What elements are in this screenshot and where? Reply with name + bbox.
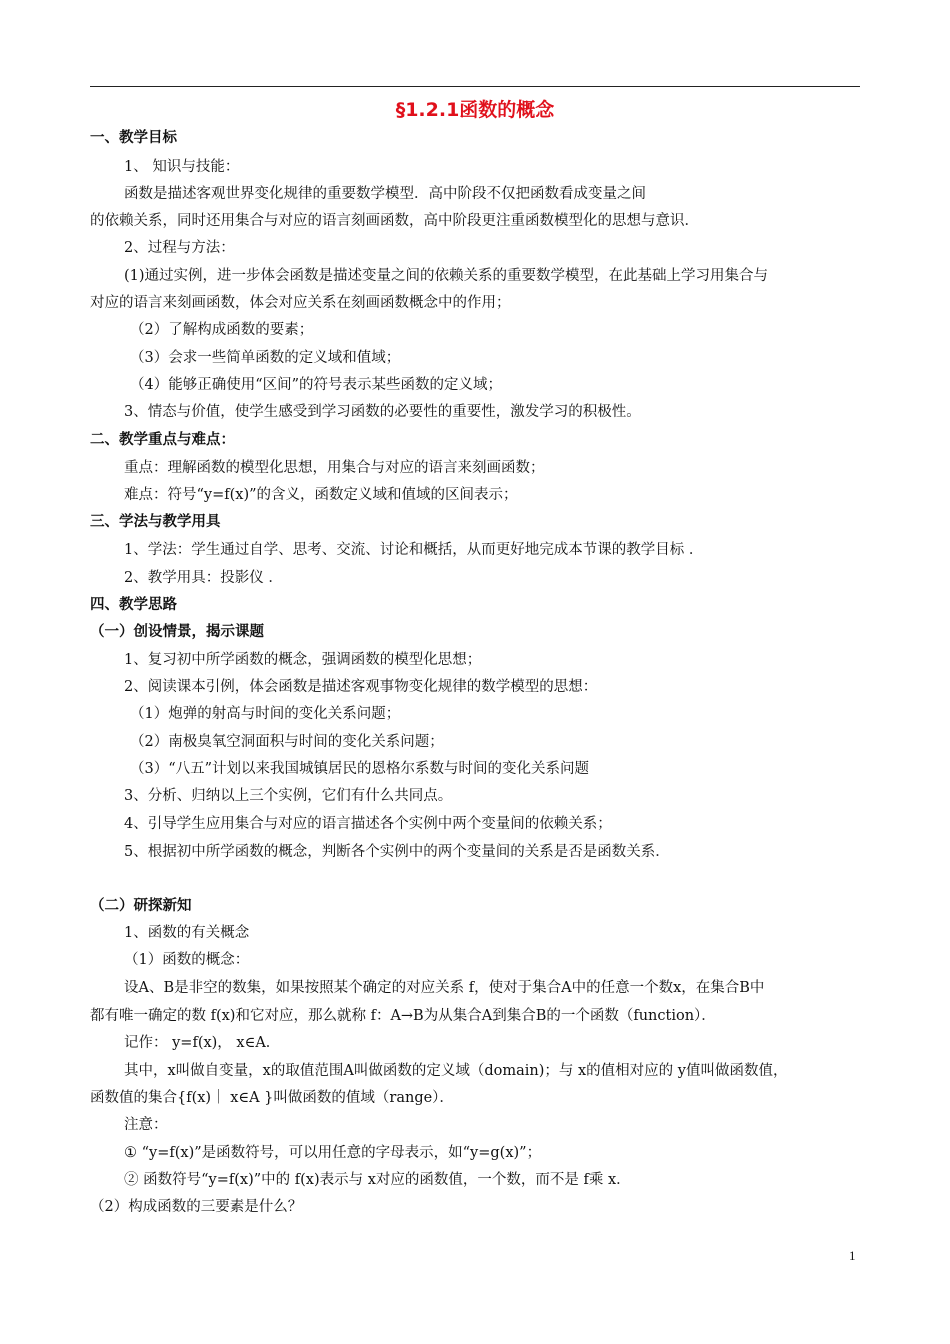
paragraph: 重点：理解函数的模型化思想，用集合与对应的语言来刻画函数； [124, 460, 545, 476]
paragraph: 设A、B是非空的数集，如果按照某个确定的对应关系 f，使对于集合A中的任意一个数x，在集合B中 [124, 980, 765, 996]
paragraph: （2）构成函数的三要素是什么？ [90, 1199, 303, 1215]
paragraph: （3）“八五”计划以来我国城镇居民的恩格尔系数与时间的变化关系问题 [130, 761, 590, 777]
paragraph: 1、函数的有关概念 [124, 925, 250, 941]
paragraph: 2、教学用具：投影仪 ． [124, 570, 283, 586]
paragraph: 3、情态与价值，使学生感受到学习函数的必要性的重要性，激发学习的积极性。 [124, 404, 641, 420]
paragraph: 5、根据初中所学函数的概念，判断各个实例中的两个变量间的关系是否是函数关系． [124, 844, 670, 860]
section-heading: 四、教学思路 [90, 597, 177, 613]
paragraph: 2、过程与方法： [124, 240, 235, 256]
paragraph: 1、学法：学生通过自学、思考、交流、讨论和概括，从而更好地完成本节课的教学目标 ． [124, 542, 704, 558]
paragraph: 1、复习初中所学函数的概念，强调函数的模型化思想； [124, 652, 482, 668]
paragraph: 其中，x叫做自变量，x的取值范围A叫做函数的定义域（domain)；与 x的值相对应的 y值叫做函数值， [124, 1063, 788, 1079]
paragraph: 记作： y=f(x)， x∈A． [124, 1035, 281, 1051]
section-heading: 三、学法与教学用具 [90, 514, 221, 530]
subsection-heading: （二）研探新知 [90, 898, 192, 914]
paragraph: （1）炮弹的射高与时间的变化关系问题； [130, 706, 401, 722]
paragraph: 难点：符号“y=f(x)”的含义，函数定义域和值域的区间表示； [124, 487, 518, 503]
paragraph: 函数值的集合{f(x)｜ x∈A }叫做函数的值域（range）． [90, 1090, 454, 1106]
paragraph: 3、分析、归纳以上三个实例，它们有什么共同点。 [124, 788, 453, 804]
section-heading: 二、教学重点与难点： [90, 432, 235, 448]
section-heading: 一、教学目标 [90, 130, 177, 146]
paragraph: ② 函数符号“y=f(x)”中的 f(x)表示与 x对应的函数值，一个数，而不是 f乘 x． [124, 1172, 631, 1188]
paragraph: 2、阅读课本引例，体会函数是描述客观事物变化规律的数学模型的思想： [124, 679, 598, 695]
subsection-heading: （一）创设情景，揭示课题 [90, 624, 264, 640]
paragraph: 的依赖关系，同时还用集合与对应的语言刻画函数，高中阶段更注重函数模型化的思想与意识． [90, 213, 699, 229]
page-number: 1 [849, 1248, 856, 1263]
paragraph: 都有唯一确定的数 f(x)和它对应，那么就称 f：A→B为从集合A到集合B的一个函数（function）． [90, 1008, 716, 1024]
page-title: §1.2.1函数的概念 [395, 99, 555, 121]
paragraph: （2）南极臭氧空洞面积与时间的变化关系问题； [130, 734, 444, 750]
paragraph: （2）了解构成函数的要素； [130, 322, 314, 338]
paragraph: ① “y=f(x)”是函数符号，可以用任意的字母表示，如“y=g(x)”； [124, 1145, 542, 1161]
paragraph: 1、 知识与技能： [124, 159, 240, 175]
header-rule [90, 86, 860, 87]
paragraph: （1）函数的概念： [124, 952, 250, 968]
paragraph: 注意： [124, 1117, 168, 1133]
paragraph: 4、引导学生应用集合与对应的语言描述各个实例中两个变量间的依赖关系； [124, 816, 612, 832]
paragraph: （3）会求一些简单函数的定义域和值域； [130, 350, 401, 366]
paragraph: (1)通过实例，进一步体会函数是描述变量之间的依赖关系的重要数学模型，在此基础上学习用集合与 [124, 268, 769, 284]
paragraph: （4）能够正确使用“区间”的符号表示某些函数的定义域； [130, 377, 503, 393]
paragraph: 函数是描述客观世界变化规律的重要数学模型．高中阶段不仅把函数看成变量之间 [124, 186, 646, 202]
paragraph: 对应的语言来刻画函数，体会对应关系在刻画函数概念中的作用； [90, 295, 511, 311]
